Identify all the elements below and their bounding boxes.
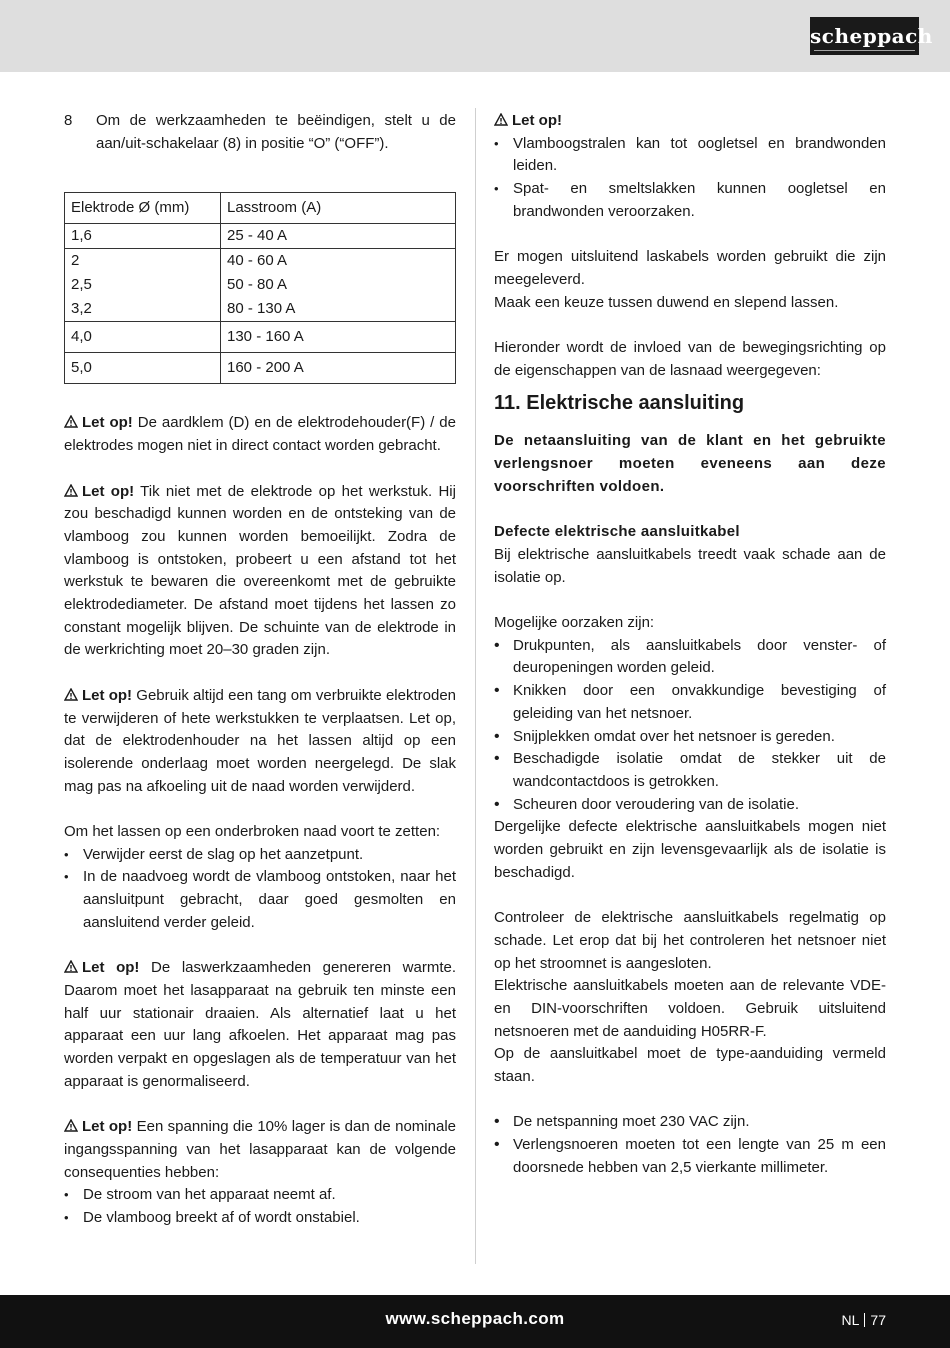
paragraph: Bij elektrische aansluitkabels treedt vaak schade aan de isolatie op. (494, 545, 886, 586)
table-cell: 1,6 (65, 224, 221, 249)
current-table (64, 192, 456, 384)
table-header-cell: Elektrode Ø (mm) (65, 193, 221, 224)
step-8 (64, 110, 456, 155)
list-item: • Snijplekken omdat over het netsnoer is gereden. (494, 726, 886, 749)
causes-intro: Mogelijke oorzaken zijn: (494, 614, 655, 631)
list-item: • Verwijder eerst de slag op het aanzetpunt. (64, 844, 456, 867)
warning-triangle-icon (64, 484, 78, 497)
warning-heading (494, 110, 886, 133)
scheppach-logo: scheppach (810, 17, 919, 55)
table-cell: 5,0 (65, 353, 221, 384)
list-item: • De vlamboog breekt af of wordt onstabiel. (64, 1207, 456, 1230)
table-cell: 2 (65, 249, 221, 274)
warning-label: Let op! (82, 414, 133, 432)
paragraph: Hieronder wordt de invloed van de bewegingsrichting op de eigenschappen van de lasnaad weergegeven: (494, 339, 886, 379)
warning-paragraph (64, 412, 456, 457)
list-item: • In de naadvoeg wordt de vlamboog ontstoken, naar het aansluitpunt gebracht, daar goed gesmolten en aansluitend verder geleid. (64, 866, 456, 934)
interrupt-intro: Om het lassen op een onderbroken naad voort te zetten: (64, 823, 441, 841)
list-item: • Scheuren door veroudering van de isolatie. (494, 794, 886, 817)
table-cell: 160 - 200 A (221, 353, 456, 384)
separator (864, 1313, 865, 1327)
table-row (65, 273, 456, 297)
warning-text: Gebruik altijd een tang om verbruikte elektroden te verwijderen of hete werkstukken te verplaatsen. Let op, dat de elektrodenhouder na het lassen altijd op een isolerende onderlaag moet worden neergelegd. De slak mag pas na afkoeling uit de naad worden verwijderd. (64, 686, 457, 795)
table-cell: 80 - 130 A (221, 297, 456, 322)
language-code: NL (841, 1312, 860, 1328)
header-bar (0, 0, 950, 72)
table-cell: 40 - 60 A (221, 249, 456, 274)
warning-text: De laswerkzaamheden genereren warmte. Daarom moet het lasapparaat na gebruik ten minste een half uur stationair draaien. Als alternatief laat u het apparaat een uur lang afkoelen. Het apparaat mag pas worden verpakt en opgeslagen als de temperatuur van het apparaat is genormaliseerd. (64, 959, 456, 1090)
list-item: • Drukpunten, als aansluitkabels door venster- of deuropeningen worden geleid. (494, 635, 886, 680)
table-row (65, 353, 456, 384)
page-number (842, 1309, 886, 1332)
paragraph: Controleer de elektrische aansluitkabels regelmatig op schade. Let erop dat bij het controleren het netsnoer niet op het stroomnet is aangesloten. (494, 909, 886, 972)
table-row (65, 322, 456, 353)
step-number: 8 (64, 112, 73, 129)
warning-text: De aardklem (D) en de elektrodehouder(F) / de elektrodes mogen niet in direct contact worden gebracht. (64, 414, 456, 455)
arc-warning-list (494, 133, 886, 224)
table-row (65, 224, 456, 249)
warning-triangle-icon (64, 688, 78, 701)
paragraph: Elektrische aansluitkabels moeten aan de relevante VDE- en DIN-voorschriften voldoen. Gebruik uitsluitend netsnoeren met de aanduiding H05RR-F. (494, 977, 886, 1040)
interrupt-list (64, 844, 456, 935)
warning-paragraph (64, 1116, 456, 1184)
paragraph: Dergelijke defecte elektrische aansluitkabels mogen niet worden gebruikt en zijn levensgevaarlijk als de isolatie is beschadigd. (494, 818, 886, 881)
table-row (65, 249, 456, 274)
step-text: Om de werkzaamheden te beëindigen, stelt u de aan/uit-schakelaar (8) in positie “O” (“OFF”). (96, 112, 456, 152)
right-column (494, 110, 886, 1180)
list-item: • Vlamboogstralen kan tot oogletsel en brandwonden leiden. (494, 133, 886, 178)
list-item: • Knikken door een onvakkundige bevestiging of geleiding van het netsnoer. (494, 680, 886, 725)
warning-paragraph (64, 481, 456, 663)
warning-label: Let op! (82, 959, 140, 977)
requirements-list (494, 1111, 886, 1179)
left-column (64, 110, 456, 1230)
table-cell: 2,5 (65, 273, 221, 297)
warning-triangle-icon (64, 960, 78, 973)
website-link[interactable]: www.scheppach.com (385, 1309, 565, 1328)
table-cell: 3,2 (65, 297, 221, 322)
footer-bar (0, 1295, 950, 1348)
list-item: • Spat- en smeltslakken kunnen oogletsel en brandwonden veroorzaken. (494, 178, 886, 223)
column-divider (475, 108, 476, 1264)
warning-triangle-icon (64, 1119, 78, 1132)
table-header-row (65, 193, 456, 224)
paragraph: Op de aansluitkabel moet de type-aanduiding vermeld staan. (494, 1045, 886, 1086)
warning-label: Let op! (82, 1118, 133, 1136)
table-header-cell: Lasstroom (A) (221, 193, 456, 224)
paragraph: Maak een keuze tussen duwend en slepend lassen. (494, 293, 839, 311)
paragraph: Er mogen uitsluitend laskabels worden gebruikt die zijn meegeleverd. (494, 248, 886, 288)
bold-intro: De netaansluiting van de klant en het gebruikte verlengsnoer moeten eveneens aan deze voorschriften voldoen. (494, 432, 886, 495)
subsection-title: Defecte elektrische aansluitkabel (494, 523, 740, 541)
table-cell: 4,0 (65, 322, 221, 353)
warning-text: Tik niet met de elektrode op het werkstuk. Hij zou beschadigd kunnen worden en de ontsteking van de vlamboog zou kunnen worden bemoeilijkt. Zodra de vlamboog is ontstoken, probeert u een afstand tot het werkstuk te bewaren die overeenkomt met de gebruikte elektrodediameter. De afstand moet tijdens het lassen zo constant mogelijk blijven. De schuinte van de elektrode in de werkrichting moet 20–30 graden zijn. (64, 482, 456, 659)
warning-text: Een spanning die 10% lager is dan de nominale ingangsspanning van het lasapparaat kan de volgende consequenties hebben: (64, 1118, 456, 1181)
table-cell: 50 - 80 A (221, 273, 456, 297)
list-item: • Verlengsnoeren moeten tot een lengte van 25 m een doorsnede hebben van 2,5 vierkante millimeter. (494, 1134, 886, 1179)
list-item: • De netspanning moet 230 VAC zijn. (494, 1111, 886, 1134)
table-cell: 25 - 40 A (221, 224, 456, 249)
warning-label: Let op! (82, 686, 133, 704)
list-item: • De stroom van het apparaat neemt af. (64, 1184, 456, 1207)
warning-triangle-icon (64, 415, 78, 428)
warning-label: Let op! (512, 112, 562, 129)
section-title: 11. Elektrische aansluiting (494, 392, 745, 415)
warning-paragraph (64, 957, 456, 1093)
page-number-value: 77 (870, 1312, 886, 1328)
voltage-consequence-list (64, 1184, 456, 1229)
warning-paragraph (64, 685, 456, 799)
warning-triangle-icon (494, 113, 508, 126)
table-cell: 130 - 160 A (221, 322, 456, 353)
warning-label: Let op! (82, 482, 135, 500)
table-row (65, 297, 456, 322)
list-item: • Beschadigde isolatie omdat de stekker uit de wandcontactdoos is getrokken. (494, 748, 886, 793)
causes-list (494, 635, 886, 817)
